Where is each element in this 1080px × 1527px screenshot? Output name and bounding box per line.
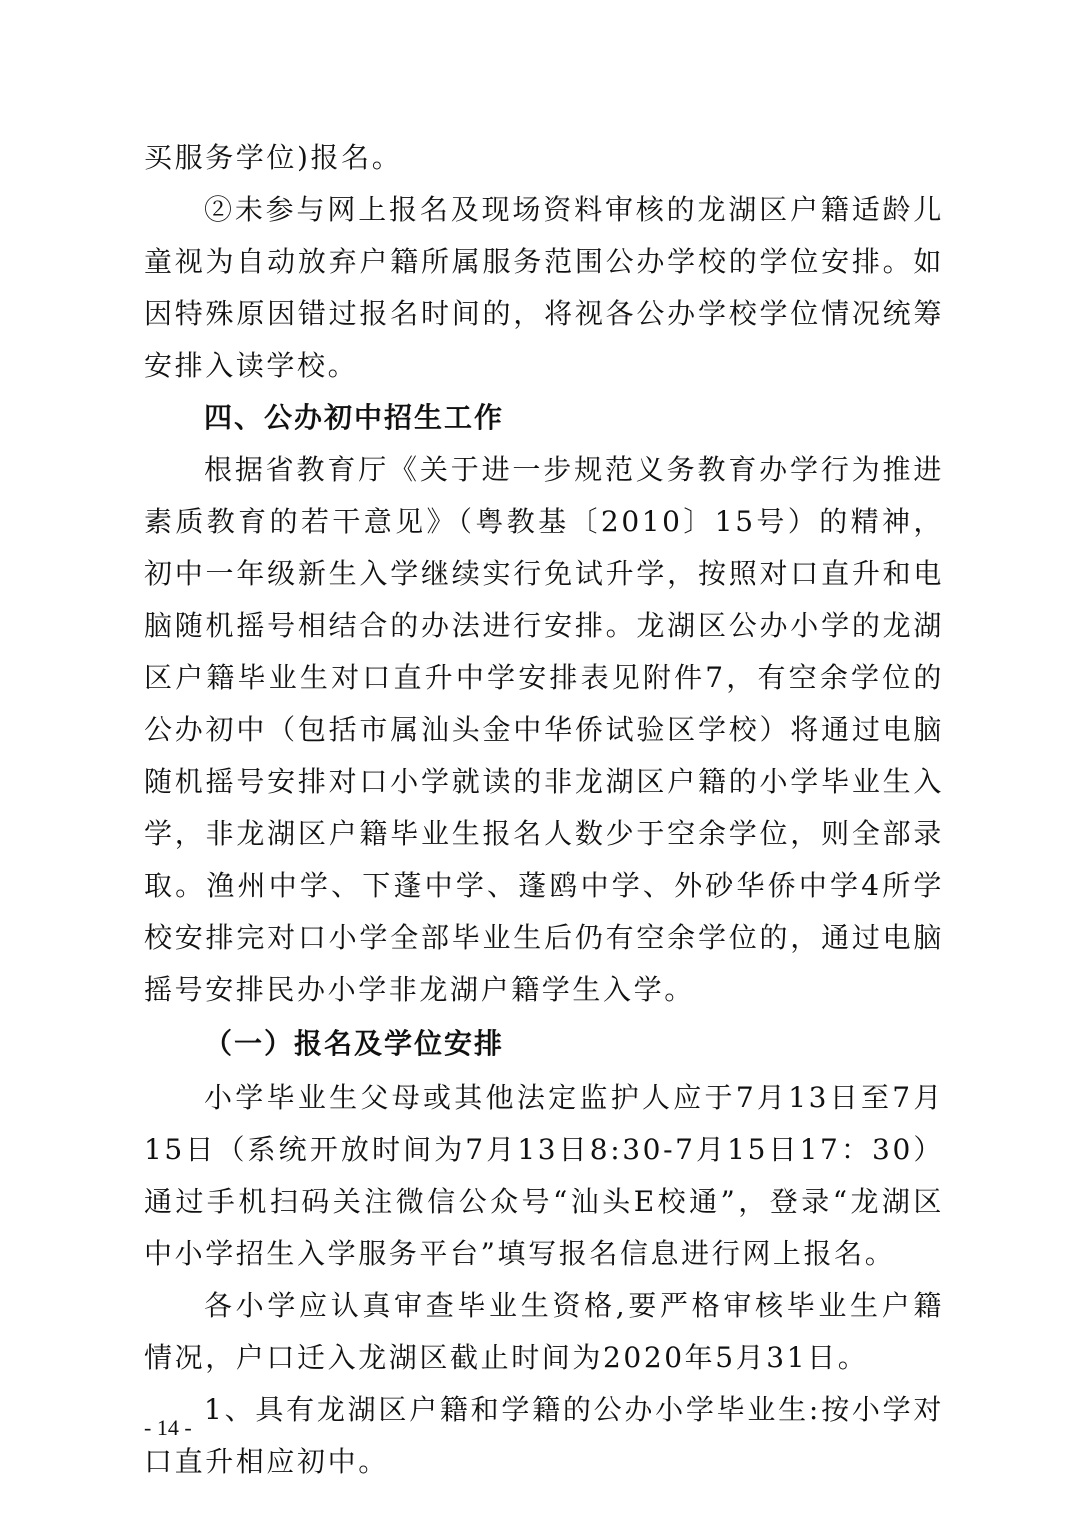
paragraph-auto-abandon: ②未参与网上报名及现场资料审核的龙湖区户籍适龄儿童视为自动放弃户籍所属服务范围公办学校的学位安排。如因特殊原因错过报名时间的，将视各公办学校学位情况统筹安排入读学校。 bbox=[144, 193, 944, 382]
page-number: - 14 - bbox=[144, 1415, 192, 1440]
document-body bbox=[144, 132, 944, 1488]
section-heading-four: 四、公办初中招生工作 bbox=[204, 401, 505, 434]
paragraph-junior-high-policy: 根据省教育厅《关于进一步规范义务教育办学行为推进素质教育的若干意见》（粤教基〔2010〕15号）的精神，初中一年级新生入学继续实行免试升学，按照对口直升和电脑随机摇号相结合的办法进行安排。龙湖区公办小学的龙湖区户籍毕业生对口直升中学安排表见附件7，有空余学位的公办初中（包括市属汕头金中华侨试验区学校）将通过电脑随机摇号安排对口小学就读的非龙湖区户籍的小学毕业生入学，非龙湖区户籍毕业生报名人数少于空余学位，则全部录取。渔州中学、下蓬中学、蓬鸥中学、外砂华侨中学4所学校安排完对口小学全部毕业生后仍有空余学位的，通过电脑摇号安排民办小学非龙湖户籍学生入学。 bbox=[144, 453, 944, 1006]
paragraph-item-one: 1、具有龙湖区户籍和学籍的公办小学毕业生:按小学对口直升相应初中。 bbox=[144, 1393, 944, 1478]
paragraph-registration-method: 小学毕业生父母或其他法定监护人应于7月13日至7月15日（系统开放时间为7月13日8:30-7月15日17：30）通过手机扫码关注微信公众号“汕头E校通”，登录“龙湖区中小学招生入学服务平台”填写报名信息进行网上报名。 bbox=[144, 1081, 944, 1270]
subsection-heading-registration: （一）报名及学位安排 bbox=[204, 1027, 505, 1060]
paragraph-eligibility-review: 各小学应认真审查毕业生资格,要严格审核毕业生户籍情况，户口迁入龙湖区截止时间为2020年5月31日。 bbox=[144, 1289, 944, 1374]
paragraph-continuation: 买服务学位)报名。 bbox=[144, 141, 403, 174]
